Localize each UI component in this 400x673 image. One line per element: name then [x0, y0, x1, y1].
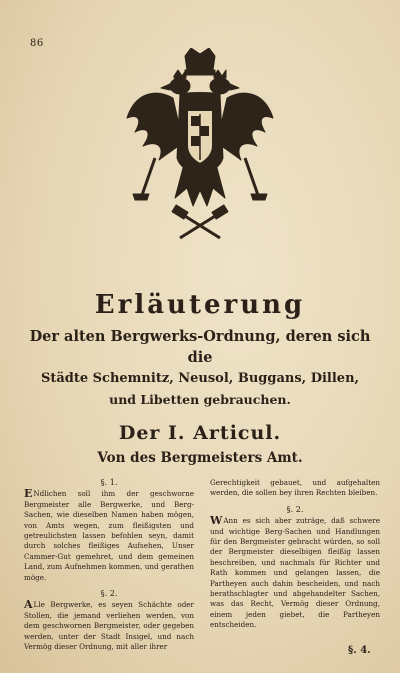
paragraph-text: Lle Bergwerke, es seyen Schächte oder Stollen, die jemand verliehen werden, von dem geschwornen Bergmeister, oder gegeben werden, unter der Stadt Insigel, und nach Vermög dieser Ordnung, mit aller ihrer [24, 600, 194, 652]
double-headed-eagle-crest-icon [125, 48, 275, 248]
paragraph-text: Gerechtigkeit gebauet, und aufgehalten werden, die sollen bey ihren Rechten bleiben. [210, 478, 380, 498]
subtitle-line-2: Städte Schemnitz, Neusol, Buggans, Dillen, [40, 371, 360, 386]
text-column-left [24, 478, 194, 659]
text-column-right [210, 478, 380, 637]
paragraph [24, 478, 194, 583]
document-title: Erläuterung [94, 290, 306, 320]
subtitle-line-3: und Libetten gebrauchen. [109, 392, 291, 407]
article-subheading: Von des Bergmeisters Amt. [97, 450, 303, 466]
drop-cap: W [210, 514, 223, 528]
article-heading: Der I. Articul. [118, 422, 282, 444]
paragraph-text: Ndlichen soll ihm der geschworne Bergmeister alle Bergwerke, und Berg-Sachen, wie dieselben Namen haben mögen, von Amts wegen, zum fleißigsten und getreulichsten lassen befohlen seyn, damit durch solches fleißiges Aufsehen, Unser Cammer-Gut gemehret, und dem gemeinen Land, zum Aufnehmen kommen, und gerathen möge. [24, 489, 194, 582]
section-mark: §. 2. [100, 589, 118, 599]
document-subtitle [20, 326, 380, 410]
section-mark: §. 2. [286, 504, 304, 514]
catchword: §. 4. [348, 645, 371, 656]
paragraph [24, 589, 194, 652]
page-number: 86 [30, 38, 44, 49]
paragraph-text: Ann es sich aber zuträge, daß schwere und wichtige Berg-Sachen und Handlungen für den Bergmeister gebracht würden, so soll der Bergmeister dieselbigen fleißig lassen beschreiben, und nachmals für Richter und Rath kommen und gelangen lassen, die Partheyen auch dahin bescheiden, und nach berathschlagter und abgehandelter Sachen, was das Recht, Vermög dieser Ordnung, einem jeden giebet, die Partheyen entscheiden. [210, 516, 380, 630]
drop-cap: E [24, 487, 33, 501]
paragraph [210, 478, 380, 499]
drop-cap: A [24, 598, 33, 612]
section-mark: §. 1. [100, 478, 118, 487]
subtitle-line-1: Der alten Bergwerks-Ordnung, deren sich die [29, 328, 371, 366]
paragraph [210, 505, 380, 631]
